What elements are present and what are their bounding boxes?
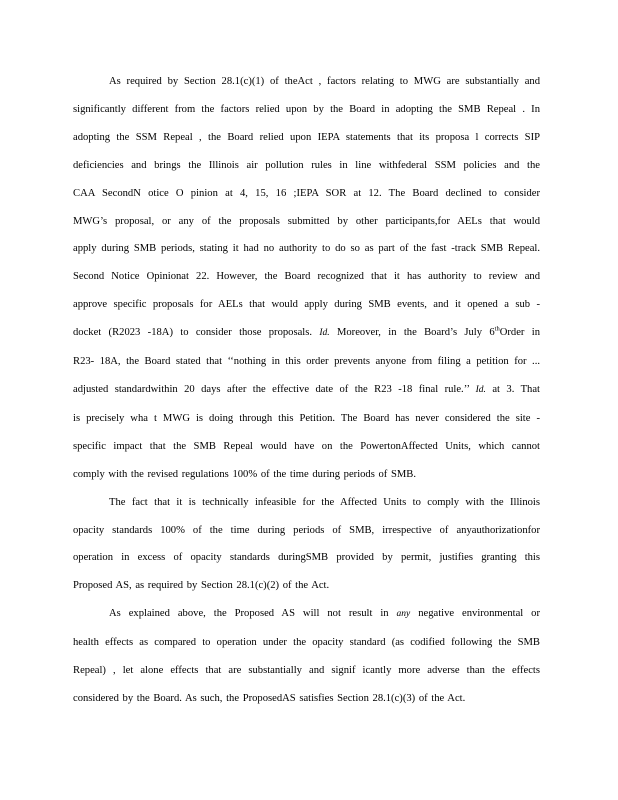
text-line: Second Notice Opinionat 22. However, the Board recognized that it has authority to review and: [73, 271, 540, 283]
text-line: adopting the SSM Repeal , the Board relied upon IEPA statements that its proposa l corrects SIP: [73, 131, 540, 143]
text-line: operation in excess of opacity standards duringSMB provided by permit, justifies granting this: [73, 552, 540, 564]
text-line: significantly different from the factors relied upon by the Board in adopting the SMB Repeal . In: [73, 103, 540, 115]
text-line: deficiencies and brings the Illinois air pollution rules in line withfederal SSM policies and the: [73, 159, 540, 171]
text-line: opacity standards 100% of the time during periods of SMB, irrespective of anyauthorizationfor: [73, 524, 540, 536]
text-line: MWG’s proposal, or any of the proposals submitted by other participants,for AELs that would: [73, 215, 540, 227]
paragraph-mwg-factors: [73, 68, 540, 489]
paragraph-environmental-effects: [73, 600, 540, 713]
text-line: comply with the revised regulations 100% of the time during periods of SMB.: [73, 468, 417, 480]
text-line: approve specific proposals for AELs that would apply during SMB events, and it opened a sub -: [73, 299, 540, 311]
paragraph-technical-infeasibility: [73, 489, 540, 601]
citation-italic: any: [396, 609, 411, 620]
text-line: Repeal) , let alone effects that are substantially and signif icantly more adverse than the effects: [73, 665, 540, 677]
text-line: considered by the Board. As such, the ProposedAS satisfies Section 28.1(c)(3) of the Act.: [73, 692, 466, 704]
text-line: adjusted standardwithin 20 days after the effective date of the R23 -18 final rule.’’ Id. at 3. That: [73, 383, 541, 395]
text-line: As explained above, the Proposed AS will not result in any negative environmental or: [109, 608, 540, 620]
text-line: is precisely wha t MWG is doing through this Petition. The Board has never considered the site -: [73, 412, 540, 424]
text-line: As required by Section 28.1(c)(1) of theAct , factors relating to MWG are substantially and: [109, 76, 540, 87]
text-line: Proposed AS, as required by Section 28.1(c)(2) of the Act.: [73, 580, 330, 592]
text-line: health effects as compared to operation under the opacity standard (as codified following the SMB: [73, 637, 540, 649]
text-line: R23- 18A, the Board stated that ‘‘nothing in this order prevents anyone from filing a petition for ...: [73, 356, 540, 368]
text-line: docket (R2023 -18A) to consider those proposals. Id. Moreover, in the Board’s July 6thOrder in: [73, 325, 541, 339]
ordinal-superscript: th: [494, 325, 500, 333]
text-line: The fact that it is technically infeasible for the Affected Units to comply with the Illinois: [109, 496, 540, 508]
text-line: apply during SMB periods, stating it had no authority to do so as part of the fast -track SMB Repeal.: [73, 243, 540, 255]
citation-italic: Id.: [319, 328, 330, 339]
text-line: specific impact that the SMB Repeal would have on the PowertonAffected Units, which cannot: [73, 440, 540, 452]
text-line: CAA SecondN otice O pinion at 4, 15, 16 ;IEPA SOR at 12. The Board declined to consider: [73, 187, 540, 199]
citation-italic: Id.: [475, 384, 486, 395]
